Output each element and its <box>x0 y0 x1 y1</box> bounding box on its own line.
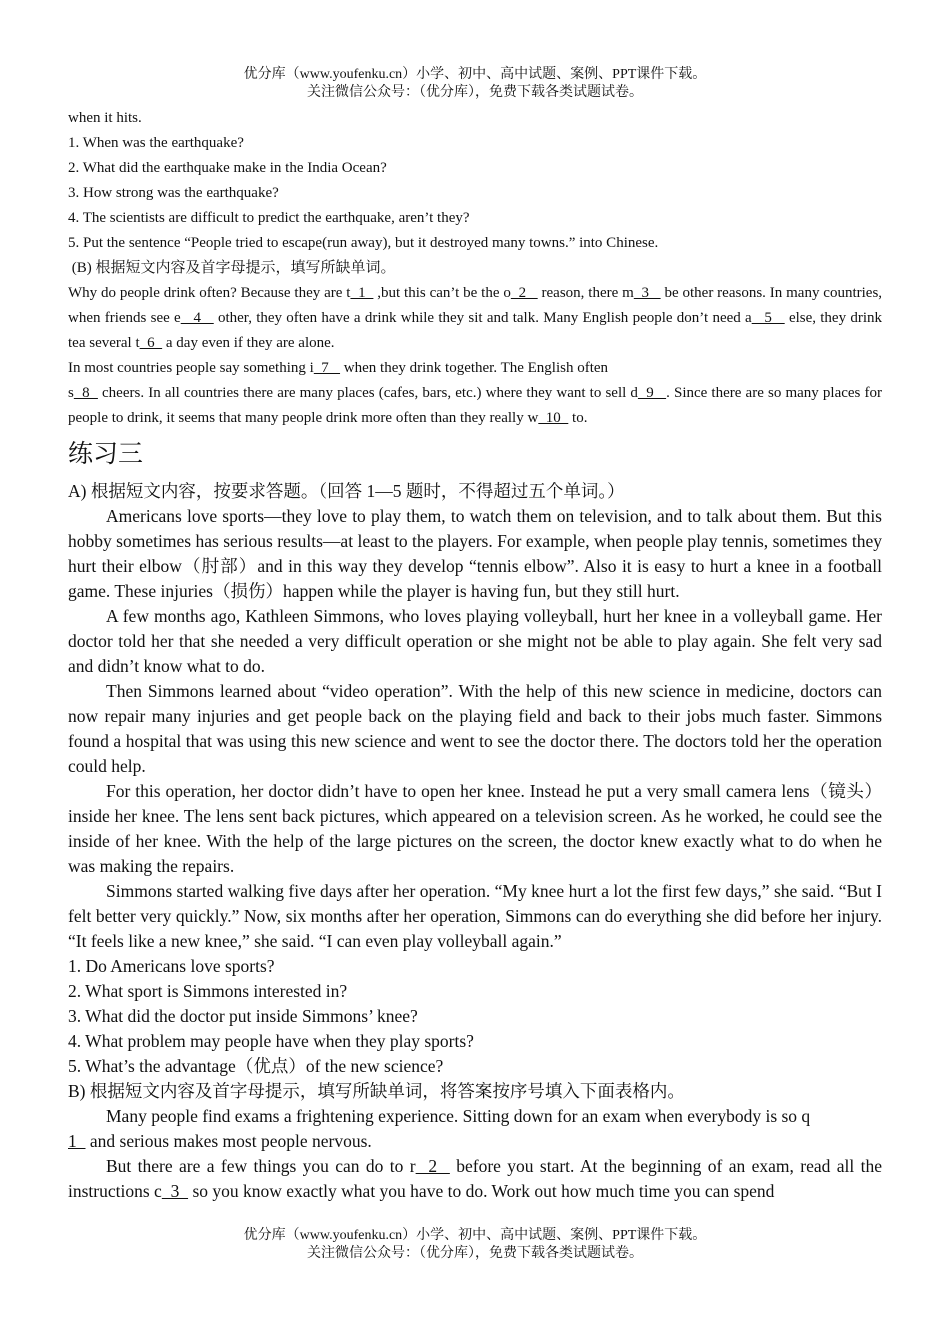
cloze-text: be other reasons. In many countries, when friends see e <box>68 285 883 326</box>
passage-paragraph <box>68 1104 882 1154</box>
footer-line-2: 关注微信公众号：（优分库），免费下载各类试题试卷。 <box>307 1246 643 1261</box>
passage-paragraph: Simmons started walking five days after her operation. “My knee hurt a lot the first few days,” she said. “But I felt better very quickly.” Now, six months after her operation, Simmons can do everything she did before her injury. “It feels like a new knee,” she said. “I can even play volleyball again.” <box>68 881 882 951</box>
question: 2. What did the earthquake make in the India Ocean? <box>68 160 387 176</box>
page-footer <box>0 1227 950 1263</box>
passage-text: Many people find exams a frightening experience. Sitting down for an exam when everybody is so q <box>106 1106 811 1126</box>
section-b-instruction: B) 根据短文内容及首字母提示，填写所缺单词，将答案按序号填入下面表格内。 <box>68 1081 685 1101</box>
cloze-text: when they drink together. The English often <box>340 360 609 376</box>
part3-questions <box>68 954 882 1079</box>
page-content <box>68 106 882 1204</box>
cloze-paragraph <box>68 281 882 356</box>
passage-paragraph: A few months ago, Kathleen Simmons, who loves playing volleyball, hurt her knee in a volleyball game. Her doctor told her that she needed a very difficult operation or she might not be able to play again. She felt very sad and didn’t know what to do. <box>68 606 882 676</box>
section-b-instruction: (B) 根据短文内容及首字母提示，填写所缺单词。 <box>68 260 396 276</box>
cloze-text: to. <box>568 410 588 426</box>
cloze-text: reason, there m <box>537 285 634 301</box>
cloze-paragraph <box>68 381 882 431</box>
cloze-blank: 2 <box>510 285 538 301</box>
question: 3. How strong was the earthquake? <box>68 185 279 201</box>
cloze-blank: 6 <box>139 335 163 351</box>
cloze-text: other, they often have a drink while they sit and talk. Many English people don’t need a <box>213 310 752 326</box>
passage-text: so you know exactly what you have to do. Work out how much time you can spend <box>188 1181 775 1201</box>
cloze-text: a day even if they are alone. <box>162 335 335 351</box>
cloze-blank: 9 <box>637 385 667 401</box>
cloze-blank: 5 <box>751 310 785 326</box>
passage-blank: 3 <box>161 1181 189 1201</box>
passage-paragraph: Americans love sports—they love to play them, to watch them on television, and to talk about them. But this hobby sometimes has serious results—at least to the players. For example, when people play tennis, sometimes they hurt their elbow（肘部）and in this way they develop “tennis elbow”. Also it is easy to hurt a knee in a football game. These injuries（损伤）happen while the player is having fun, but they still hurt. <box>68 506 882 601</box>
passage-text: But there are a few things you can do to r <box>106 1156 416 1176</box>
question: 4. The scientists are difficult to predict the earthquake, aren’t they? <box>68 210 470 226</box>
cloze-text: else, they drink tea several t <box>68 310 883 351</box>
passage-paragraph: For this operation, her doctor didn’t have to open her knee. Instead he put a very small camera lens（镜头）inside her knee. The lens sent back pictures, which appeared on a television screen. As he worked, he could see the inside of her knee. With the help of the large pictures on the screen, the doctor knew exactly what to do when he was making the repairs. <box>68 781 882 876</box>
cloze-blank: 10 <box>538 410 569 426</box>
cloze-line <box>68 356 882 381</box>
cloze-blank: 7 <box>313 360 341 376</box>
cloze-text: s <box>68 385 74 401</box>
footer-line-1: 优分库（www.youfenku.cn）小学、初中、高中试题、案例、PPT课件下载。 <box>243 1228 707 1243</box>
question: 5. What’s the advantage（优点）of the new science? <box>68 1056 444 1076</box>
cloze-text: In most countries people say something i <box>68 360 314 376</box>
question: 1. Do Americans love sports? <box>68 956 275 976</box>
cloze-blank: 4 <box>180 310 214 326</box>
cloze-text: ,but this can’t be the o <box>373 285 511 301</box>
question: 4. What problem may people have when they play sports? <box>68 1031 474 1051</box>
cloze-blank: 8 <box>73 385 98 401</box>
passage-paragraph <box>68 1154 882 1204</box>
section-a-instruction: A) 根据短文内容，按要求答题。（回答 1—5 题时，不得超过五个单词。） <box>68 481 625 501</box>
question: 3. What did the doctor put inside Simmons’ knee? <box>68 1006 418 1026</box>
question: 2. What sport is Simmons interested in? <box>68 981 348 1001</box>
passage-blank: 1 <box>68 1131 86 1151</box>
passage-text: before you start. At the beginning of an exam, read all the instructions c <box>68 1156 883 1201</box>
question: 1. When was the earthquake? <box>68 135 244 151</box>
passage-text: and serious makes most people nervous. <box>85 1131 372 1151</box>
cloze-text: cheers. In all countries there are many places (cafes, bars, etc.) where they want to sell d <box>97 385 638 401</box>
question: 5. Put the sentence “People tried to escape(run away), but it destroyed many towns.” into Chinese. <box>68 235 659 251</box>
header-line-1: 优分库（www.youfenku.cn）小学、初中、高中试题、案例、PPT课件下载。 <box>243 67 707 82</box>
page-header <box>0 66 950 102</box>
passage-paragraph: Then Simmons learned about “video operation”. With the help of this new science in medicine, doctors can now repair many injuries and get people back on the playing field and back to their jobs much faster. Simmons found a hospital that was using this new science and went to see the doctor there. The doctors told her the operation could help. <box>68 681 882 776</box>
cloze-text: Why do people drink often? Because they are t <box>68 285 351 301</box>
cloze-text: . Since there are so many places for people to drink, it seems that many people drink more often than they really w <box>68 385 883 426</box>
cloze-blank: 3 <box>633 285 661 301</box>
passage-blank: 2 <box>415 1156 450 1176</box>
section-title: 练习三 <box>68 441 144 468</box>
part2-questions <box>68 131 882 256</box>
continuation-text: when it hits. <box>68 110 142 126</box>
cloze-blank: 1 <box>350 285 374 301</box>
header-line-2: 关注微信公众号：（优分库），免费下载各类试题试卷。 <box>307 85 643 100</box>
